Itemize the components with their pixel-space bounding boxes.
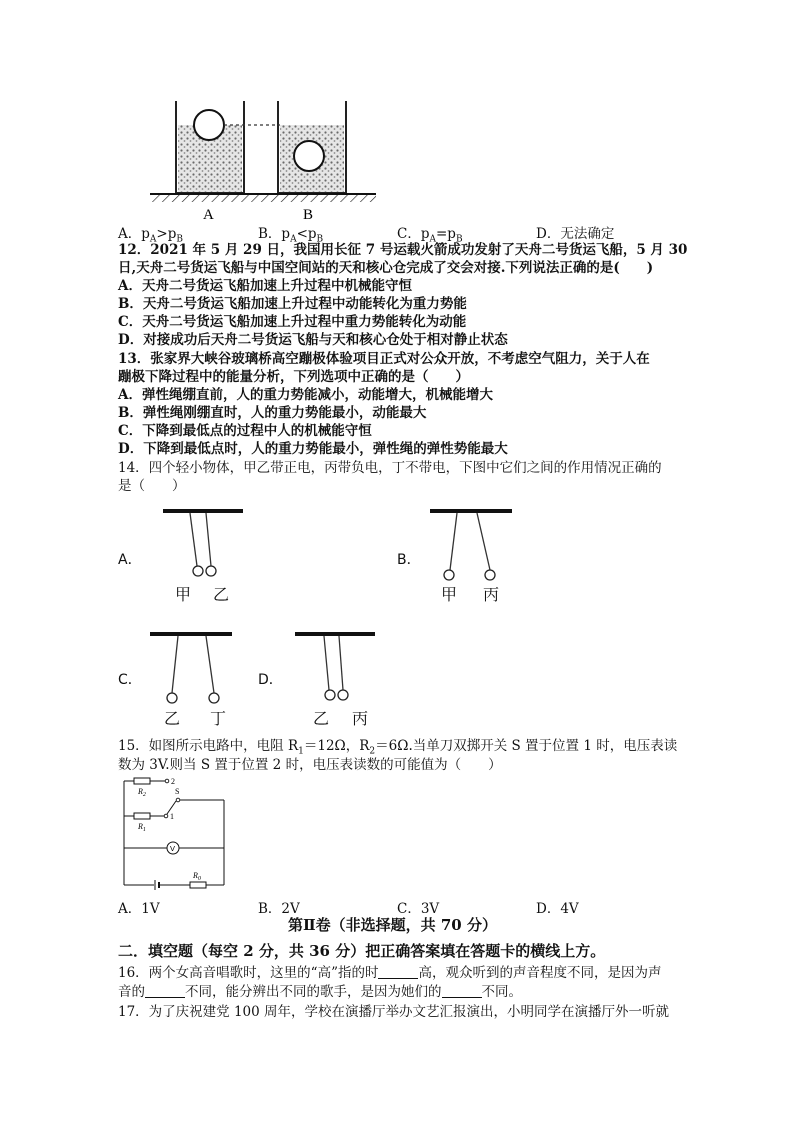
q14-d-right-label: 丙 <box>352 709 369 728</box>
q14-d-left-label: 乙 <box>313 709 330 728</box>
q14-a-right-label: 乙 <box>213 585 230 604</box>
q11-option-c: C．$p_A=p_B$ <box>397 226 463 245</box>
resistor-r1 <box>134 813 150 819</box>
section2-title: 二．填空题（每空 2 分，共 36 分）把正确答案填在答题卡的横线上方。 <box>118 942 606 960</box>
q11-option-b: B．$p_A<p_B$ <box>258 226 324 245</box>
beaker-b <box>278 101 346 193</box>
q14-figure-b <box>430 508 520 588</box>
q13-option-b: B．弹性绳刚绷直时，人的重力势能最小，动能最大 <box>118 405 427 421</box>
resistor-r0 <box>190 882 206 888</box>
q14-b-left-label: 甲 <box>441 585 458 604</box>
q11-option-a: A．$p_A>p_B$ <box>118 226 183 245</box>
q14-stem-2: 是（ ） <box>118 478 186 494</box>
q14-figure-c <box>150 631 240 711</box>
q14-option-a-label: A． <box>118 552 142 568</box>
ball-a <box>194 110 224 140</box>
q15-option-b: B．2V <box>258 901 300 917</box>
beakers-figure <box>150 95 410 225</box>
svg-text:2: 2 <box>171 777 175 786</box>
q14-option-c-label: C． <box>118 672 142 688</box>
svg-text:1: 1 <box>170 812 174 821</box>
q14-c-right-label: 丁 <box>210 709 227 728</box>
q12-stem-2: 日,天舟二号货运飞船与中国空间站的天和核心仓完成了交会对接.下列说法正确的是( ) <box>118 260 654 276</box>
q12-option-c: C．天舟二号货运飞船加速上升过程中重力势能转化为动能 <box>118 314 467 330</box>
svg-text:R2: $R_2$ <box>138 787 146 798</box>
q13-option-d: D．下降到最低点时，人的重力势能最小，弹性绳的弹性势能最大 <box>118 441 508 457</box>
q13-stem-1: 13．张家界大峡谷玻璃桥高空蹦极体验项目正式对公众开放，不考虑空气阻力，关于人在 <box>118 351 650 367</box>
part2-title: 第Ⅱ卷（非选择题，共 70 分） <box>288 916 497 934</box>
q12-stem-1: 12．2021 年 5 月 29 日，我国用长征 7 号运载火箭成功发射了天舟二号货运飞船，5 月 30 <box>118 242 688 258</box>
resistor-r2 <box>134 778 150 784</box>
q12-option-a: A．天舟二号货运飞船加速上升过程中机械能守恒 <box>118 278 412 294</box>
q14-a-left-label: 甲 <box>175 585 192 604</box>
q17-line-1: 17．为了庆祝建党 100 周年，学校在演播厅举办文艺汇报演出，小明同学在演播厅外一听就 <box>118 1004 670 1020</box>
q13-option-a: A．弹性绳绷直前，人的重力势能减小，动能增大，机械能增大 <box>118 387 493 403</box>
ball-b <box>294 141 324 171</box>
q16-blank-1[interactable] <box>378 965 418 979</box>
q15-option-c: C．3V <box>397 901 440 917</box>
q16-line-2: 音的 不同，能分辨出不同的歌手，是因为她们的 不同。 <box>118 984 522 1000</box>
svg-text:R1: $R_1$ <box>138 822 146 833</box>
beaker-a <box>176 101 244 193</box>
beaker-label-a: A <box>203 207 214 223</box>
q13-stem-2: 蹦极下降过程中的能量分析，下列选项中正确的是（ ） <box>118 369 469 385</box>
q11-option-d: D．无法确定 <box>536 226 615 242</box>
q15-circuit-diagram <box>118 772 238 892</box>
q16-blank-2[interactable] <box>145 984 185 998</box>
q14-c-left-label: 乙 <box>164 709 181 728</box>
q14-b-right-label: 丙 <box>483 585 500 604</box>
svg-text:S: S <box>175 787 180 796</box>
beaker-label-b: B <box>303 207 314 223</box>
q14-stem-1: 14．四个轻小物体，甲乙带正电，丙带负电，丁不带电，下图中它们之间的作用情况正确的 <box>118 460 662 476</box>
q14-option-b-label: B． <box>397 552 421 568</box>
q14-figure-d <box>295 631 385 711</box>
q14-option-d-label: D． <box>258 672 283 688</box>
q16-blank-3[interactable] <box>442 984 482 998</box>
q15-stem-2: 数为 3V.则当 S 置于位置 2 时，电压表读数的可能值为（ ） <box>118 757 502 773</box>
svg-text:R0: $R_0$ <box>193 871 201 882</box>
q15-option-a: A．1V <box>118 901 160 917</box>
q14-figure-a <box>160 508 250 578</box>
q13-option-c: C．下降到最低点的过程中人的机械能守恒 <box>118 423 372 439</box>
q12-option-b: B．天舟二号货运飞船加速上升过程中动能转化为重力势能 <box>118 296 467 312</box>
ground-hatch <box>150 194 376 202</box>
q15-option-d: D．4V <box>536 901 579 917</box>
q16-line-1: 16．两个女高音唱歌时，这里的“高”指的时 高，观众听到的声音程度不同，是因为声 <box>118 965 662 981</box>
q12-option-d: D．对接成功后天舟二号货运飞船与天和核心仓处于相对静止状态 <box>118 332 508 348</box>
svg-text:V: V <box>170 844 176 853</box>
q15-stem-1: 15．如图所示电路中，电阻 $R_1=12\Omega$，$R_2=6\Omega$.当单刀双掷开关 S 置于位置 1 时，电压表读 <box>118 738 678 757</box>
